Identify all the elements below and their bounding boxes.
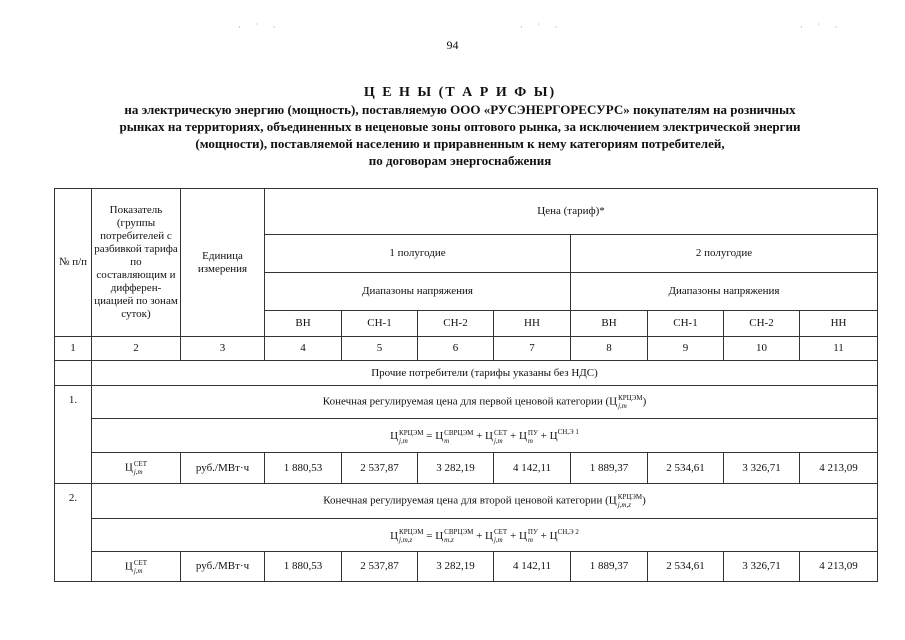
column-number: 2 [92,337,181,361]
formula-sub: m [444,436,450,445]
header-num: № п/п [55,189,92,337]
category-2-indicator [92,552,181,582]
formula-term-symbol [494,528,507,544]
header-voltage-sn1-1: СН-1 [342,311,418,337]
value-cell: 2 537,87 [342,552,418,582]
formula-term: Ц [485,430,493,443]
formula-plus: + [509,430,517,443]
column-number: 5 [342,337,418,361]
indicator-symbol: Ц [124,461,133,474]
formula-sub: m,z [444,536,454,545]
formula-equals: = [426,430,433,443]
formula-sub: j,m [493,436,503,445]
formula-sup: ПУ [527,528,538,537]
value-cell: 2 537,87 [342,453,418,484]
value-cell: 1 889,37 [571,552,648,582]
formula-sup: СЕТ [493,528,508,537]
value-cell: 4 142,11 [494,453,571,484]
header-indicator: Показатель (группы потребителей с разбивкой тарифа по составляющим и дифферен-циацией по зонам суток) [92,189,181,337]
header-unit: Единица измерения [181,189,265,337]
header-voltage-nn-2: НН [800,311,878,337]
category-2-title: Конечная регулируемая цена для второй ценовой категории (Ц КРЦЭМ j,m,z ) [92,484,878,519]
formula-plus: + [476,430,483,443]
formula-sup: КРЦЭМ [399,428,424,437]
column-number: 4 [265,337,342,361]
value-cell: 4 142,11 [494,552,571,582]
header-voltage-vn-2: ВН [571,311,648,337]
formula-term: Ц [390,430,399,443]
formula-term-symbol [444,528,473,544]
category-2-unit: руб./МВт·ч [181,552,265,582]
formula-term: Ц [518,430,527,443]
indicator-sub: j,m [133,468,143,476]
header-price: Цена (тариф)* [265,189,878,235]
formula-term: Ц [485,529,493,542]
formula-term: Ц [435,430,444,443]
value-cell: 3 282,19 [418,453,494,484]
header-voltage-sn2-1: СН-2 [418,311,494,337]
column-number: 9 [648,337,724,361]
header-half-2: 2 полугодие [571,235,878,273]
value-cell: 3 326,71 [724,453,800,484]
document-title: Ц Е Н Ы (Т А Р И Ф Ы) [363,85,557,100]
formula-sup: СН,Э 2 [557,527,579,536]
column-numbers-row [55,337,878,361]
section-empty-cell [55,361,92,386]
section-row [55,361,878,386]
category-2-title-sup: КРЦЭМ [617,493,643,501]
page-number: 94 [446,38,459,52]
header-voltage-sn1-2: СН-1 [648,311,724,337]
formula-term: Ц [390,529,399,542]
formula-term-symbol [399,429,423,445]
formula-sub: j,m,z [399,536,413,545]
category-1-num: 1. [55,386,92,484]
indicator-sup: СЕТ [133,460,148,468]
document-subtitle-line-3: (мощности), поставляемой населению и приравненным к нему категориям потребителей, [195,136,725,151]
value-cell: 4 213,09 [800,453,878,484]
formula-sup: ПУ [527,428,538,437]
category-1-title: Конечная регулируемая цена для первой ценовой категории (Ц КРЦЭМ j,m ) [92,386,878,419]
value-cell: 1 880,53 [265,453,342,484]
formula-sup: СН,Э 1 [557,428,579,437]
formula-sup: СВРЦЭМ [444,528,474,537]
section-label: Прочие потребители (тарифы указаны без НДС) [92,361,878,386]
scan-speck-right: · ˙ · [800,22,844,32]
formula-sub: m [527,436,533,445]
category-1-title-symbol [618,394,642,410]
value-cell: 1 889,37 [571,453,648,484]
column-number: 7 [494,337,571,361]
column-number: 1 [55,337,92,361]
formula-sub: m [527,536,533,545]
formula-equals: = [426,529,433,542]
column-number: 11 [800,337,878,361]
formula-term: Ц [549,529,558,542]
category-1-values-row [55,453,878,484]
formula-term-symbol [399,528,423,544]
value-cell: 2 534,61 [648,453,724,484]
value-cell: 4 213,09 [800,552,878,582]
formula-plus: + [509,529,517,542]
header-voltage-ranges-1: Диапазоны напряжения [265,273,571,311]
formula-plus: + [540,529,547,542]
scan-speck-middle: · ˙ · [520,22,564,32]
header-half-1: 1 полугодие [265,235,571,273]
category-2-formula [92,519,878,552]
category-2-title-sub: j,m,z [617,501,631,509]
indicator-sup: СЕТ [133,558,148,567]
column-number: 10 [724,337,800,361]
column-number: 8 [571,337,648,361]
category-2-formula-row [55,519,878,552]
formula-sup: КРЦЭМ [399,528,424,537]
category-1-title-sup: КРЦЭМ [618,394,643,402]
value-cell: 3 282,19 [418,552,494,582]
formula-sup: СВРЦЭМ [444,428,474,437]
indicator-sub: j,m [133,566,143,575]
formula-term-symbol [494,429,507,445]
indicator-symbol-scripts [134,460,147,476]
document-subtitle-line-1: на электрическую энергию (мощность), поставляемую ООО «РУСЭНЕРГОРЕСУРС» покупателям на розничных [124,102,796,117]
category-1-indicator [92,453,181,484]
category-2-title-row [55,484,878,519]
formula-term-symbol [444,429,473,445]
formula-term: Ц [549,430,558,443]
document-subtitle-line-2: рынках на территориях, объединенных в неценовые зоны оптового рынка, за исключением электрической энергии [119,119,801,134]
tariff-table [54,188,878,582]
category-1-formula [92,419,878,453]
category-2-title-text: Конечная регулируемая цена для второй ценовой категории (Ц [323,494,617,507]
document-subtitle-line-4: по договорам энергоснабжения [368,153,552,168]
formula-term-symbol [528,528,538,544]
scan-speck-left: · ˙ · [238,22,282,32]
formula-plus: + [476,529,483,542]
header-voltage-vn-1: ВН [265,311,342,337]
category-2-values-row [55,552,878,582]
header-voltage-nn-1: НН [494,311,571,337]
category-2-title-symbol [618,493,642,509]
category-2-num: 2. [55,484,92,582]
value-cell: 3 326,71 [724,552,800,582]
indicator-symbol-scripts [134,559,147,575]
indicator-symbol: Ц [124,560,133,573]
header-voltage-ranges-2: Диапазоны напряжения [571,273,878,311]
formula-sub: j,m [493,536,503,545]
column-number: 3 [181,337,265,361]
category-1-title-row [55,386,878,419]
header-row-1 [55,189,878,235]
column-number: 6 [418,337,494,361]
category-1-title-sub: j,m [618,402,627,410]
header-voltage-sn2-2: СН-2 [724,311,800,337]
formula-term: Ц [518,529,527,542]
category-1-formula-row [55,419,878,453]
document-title-block [40,85,880,169]
formula-term: Ц [435,529,444,542]
value-cell: 1 880,53 [265,552,342,582]
value-cell: 2 534,61 [648,552,724,582]
formula-sup: СЕТ [493,428,508,437]
formula-sub: j,m [399,436,408,445]
formula-term-symbol [528,429,538,445]
formula-plus: + [540,430,547,443]
category-1-unit: руб./МВт·ч [181,453,265,484]
category-1-title-text: Конечная регулируемая цена для первой ценовой категории (Ц [322,395,618,408]
